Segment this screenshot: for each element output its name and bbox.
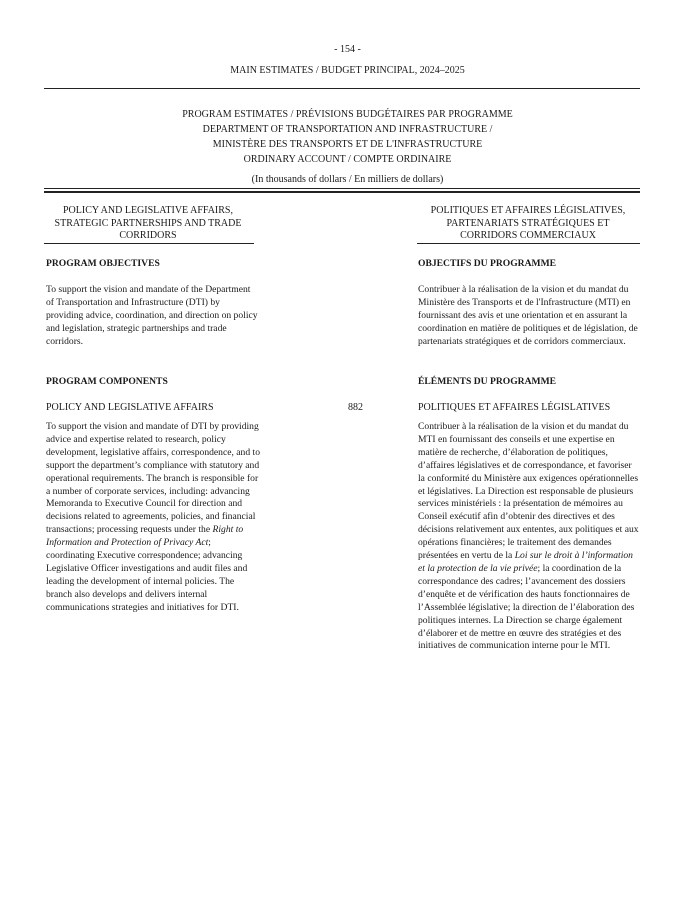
french-section-title	[417, 205, 639, 243]
french-component-text-part-1: Contribuer à la réalisation de la vision et du mandat du MTI en fournissant des conseils et une expertise en matière de recherche, d’élaboration de politiques, d’affaires législatives et de correspondance, et favoriser la conformité du Ministère aux exigences opérationnelles et législatives. La Direction est responsable de plusieurs services ministériels : la présentation de mémoires au Conseil exécutif afin d’obtenir des directives et des décisions relativement aux ententes, aux politiques et aux opérations financières; le traitement des demandes présentées en vertu de la	[418, 421, 639, 562]
french-act-title: Loi sur le droit à l’information et la protection de la vie privée	[418, 550, 633, 574]
french-objectives-heading: OBJECTIFS DU PROGRAMME	[418, 258, 557, 269]
english-component-name: POLICY AND LEGISLATIVE AFFAIRS	[46, 402, 214, 413]
french-section-title-line-1: POLITIQUES ET AFFAIRES LÉGISLATIVES,	[430, 205, 626, 216]
english-section-title-line-2: STRATEGIC PARTNERSHIPS AND TRADE	[54, 217, 242, 229]
header-line-4: ORDINARY ACCOUNT / COMPTE ORDINAIRE	[243, 154, 452, 165]
french-section-title-line-2: PARTENARIATS STRATÉGIQUES ET	[446, 217, 610, 229]
french-objectives-text: Contribuer à la réalisation de la vision et du mandat du Ministère des Transports et de l'Infrastructure (MTI) en fournissant des avis et une orientation et en assurant la coordination en matière de politiques et de législation, de partenariats stratégiques et de corridors commerciaux.	[418, 284, 638, 347]
header-rule-double-1	[44, 188, 640, 189]
english-title-underline	[44, 243, 254, 244]
english-section-title-line-1: POLICY AND LEGISLATIVE AFFAIRS,	[62, 205, 233, 216]
english-objectives-text: To support the vision and mandate of the Department of Transportation and Infrastructure (DTI) by providing advice, coordination, and direction on policy and legislation, strategic partnerships and trade corridors.	[46, 284, 258, 347]
english-section-title-line-3: CORRIDORS	[119, 230, 177, 241]
french-component-text	[418, 421, 640, 653]
english-component-text-part-1: To support the vision and mandate of DTI by providing advice and expertise related to research, policy development, legislative affairs, correspondence, and to support the department’s compliance with statutory and operational requirements. The branch is responsible for a number of corporate services, including: advancing Memoranda to Executive Council for direction and decisions related to agreements, policies, and financial transactions; processing requests under the	[46, 421, 261, 536]
french-title-underline	[417, 243, 640, 244]
english-section-title	[44, 205, 252, 243]
english-component-text-part-2: ; coordinating Executive correspondence; advancing Legislative Officer investigations and audit files and leading the development of internal policies. The branch also develops and delivers internal communications strategies and initiatives for DTI.	[46, 537, 248, 613]
header-line-3: MINISTÈRE DES TRANSPORTS ET DE L'INFRASTRUCTURE	[212, 139, 483, 150]
header-rule-double-2	[44, 191, 640, 193]
component-amount: 882	[348, 402, 363, 413]
french-components-heading: ÉLÉMENTS DU PROGRAMME	[418, 376, 557, 387]
header-rule-top	[44, 88, 640, 89]
english-component-text	[46, 421, 260, 615]
french-component-text-part-2: ; la coordination de la correspondance des cadres; l’avancement des dossiers d’enquête et de vérification des hauts fonctionnaires de l’Assemblée législative; la direction de l’élaboration des politiques internes. La Direction se charge également d’élaborer et de mettre en œuvre des stratégies et des initiatives de communication interne pour le MTI.	[418, 562, 635, 652]
header-line-2: DEPARTMENT OF TRANSPORTATION AND INFRASTRUCTURE /	[202, 124, 493, 135]
header-line-1: PROGRAM ESTIMATES / PRÉVISIONS BUDGÉTAIRES PAR PROGRAMME	[182, 109, 513, 120]
english-act-title: Right to Information and Protection of Privacy Act	[46, 524, 244, 549]
french-component-name: POLITIQUES ET AFFAIRES LÉGISLATIVES	[418, 402, 611, 413]
english-objectives-heading: PROGRAM OBJECTIVES	[46, 258, 160, 269]
page-number: - 154 -	[334, 44, 361, 55]
french-section-title-line-3: CORRIDORS COMMERCIAUX	[460, 230, 596, 241]
english-components-heading: PROGRAM COMPONENTS	[46, 376, 168, 387]
running-title: MAIN ESTIMATES / BUDGET PRINCIPAL, 2024–2025	[230, 65, 465, 76]
units-note: (In thousands of dollars / En milliers de dollars)	[251, 174, 444, 185]
